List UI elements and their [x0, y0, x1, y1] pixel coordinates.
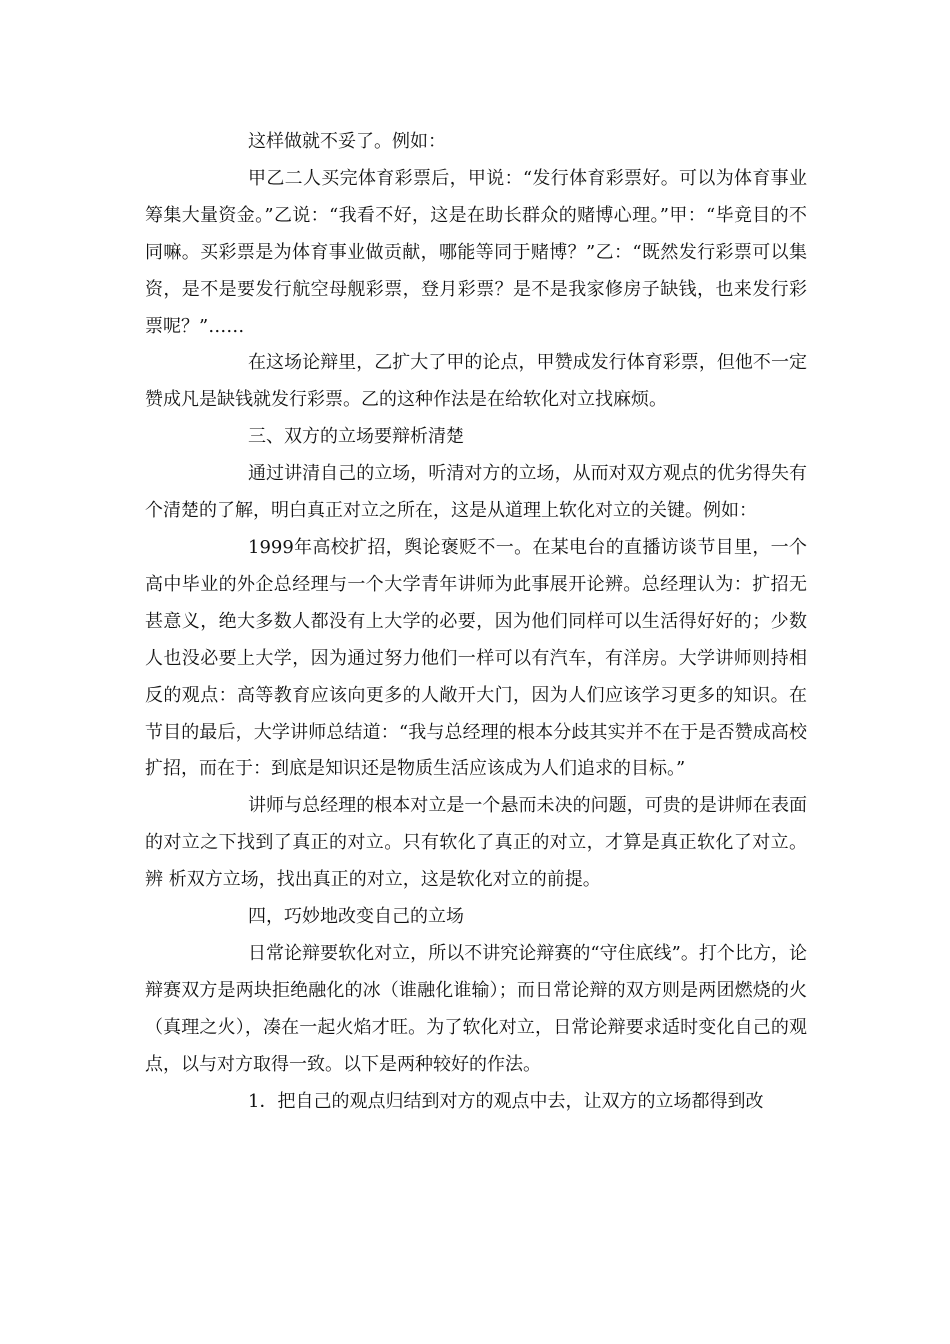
paragraph-2: 甲乙二人买完体育彩票后，甲说：“发行体育彩票好。可以为体育事业筹集大量资金。”乙说：“我看不好，这是在助长群众的赌博心理。”甲：“毕竟目的不同嘛。买彩票是为体育事业做贡献，哪能等同于赌博？”乙：“既然发行彩票可以集资，是不是要发行航空母舰彩票，登月彩票？是不是我家修房子缺钱，也来发行彩票呢？”……: [145, 167, 807, 337]
paragraph-3: 在这场论辩里，乙扩大了甲的论点，甲赞成发行体育彩票，但他不一定赞成凡是缺钱就发行彩票。乙的这种作法是在给软化对立找麻烦。: [145, 352, 807, 411]
document-body: [145, 124, 807, 1120]
paragraph-1: 这样做就不妥了。例如：: [248, 131, 446, 152]
paragraph-7: 日常论辩要软化对立，所以不讲究论辩赛的“守住底线”。打个比方，论辩赛双方是两块拒绝融化的冰（谁融化谁输）；而日常论辩的双方则是两团燃烧的火（真理之火），凑在一起火焰才旺。为了软化对立，日常论辩要求适时变化自己的观点，以与对方取得一致。以下是两种较好的作法。: [145, 942, 807, 1075]
section-heading-4: 四，巧妙地改变自己的立场: [248, 906, 464, 928]
paragraph-5: 1999年高校扩招，舆论褒贬不一。在某电台的直播访谈节目里，一个高中毕业的外企总经理与一个大学青年讲师为此事展开论辨。总经理认为：扩招无甚意义，绝大多数人都没有上大学的必要，因为他们同样可以生活得好好的；少数人也没必要上大学，因为通过努力他们一样可以有汽车，有洋房。大学讲师则持相反的观点：高等教育应该向更多的人敞开大门，因为人们应该学习更多的知识。在节目的最后，大学讲师总结道：“我与总经理的根本分歧其实并不在于是否赞成高校扩招，而在于：到底是知识还是物质生活应该成为人们追求的目标。”: [145, 536, 807, 780]
paragraph-4: 通过讲清自己的立场，听清对方的立场，从而对双方观点的优劣得失有个清楚的了解，明白真正对立之所在，这是从道理上软化对立的关键。例如：: [145, 463, 807, 522]
paragraph-8: 1．把自己的观点归结到对方的观点中去，让双方的立场都得到改: [248, 1090, 764, 1112]
paragraph-6: 讲师与总经理的根本对立是一个悬而未决的问题，可贵的是讲师在表面的对立之下找到了真正的对立。只有软化了真正的对立，才算是真正软化了对立。辨 析双方立场，找出真正的对立，这是软化对立的前提。: [145, 795, 807, 891]
section-heading-3: 三、双方的立场要辩析清楚: [248, 426, 464, 448]
